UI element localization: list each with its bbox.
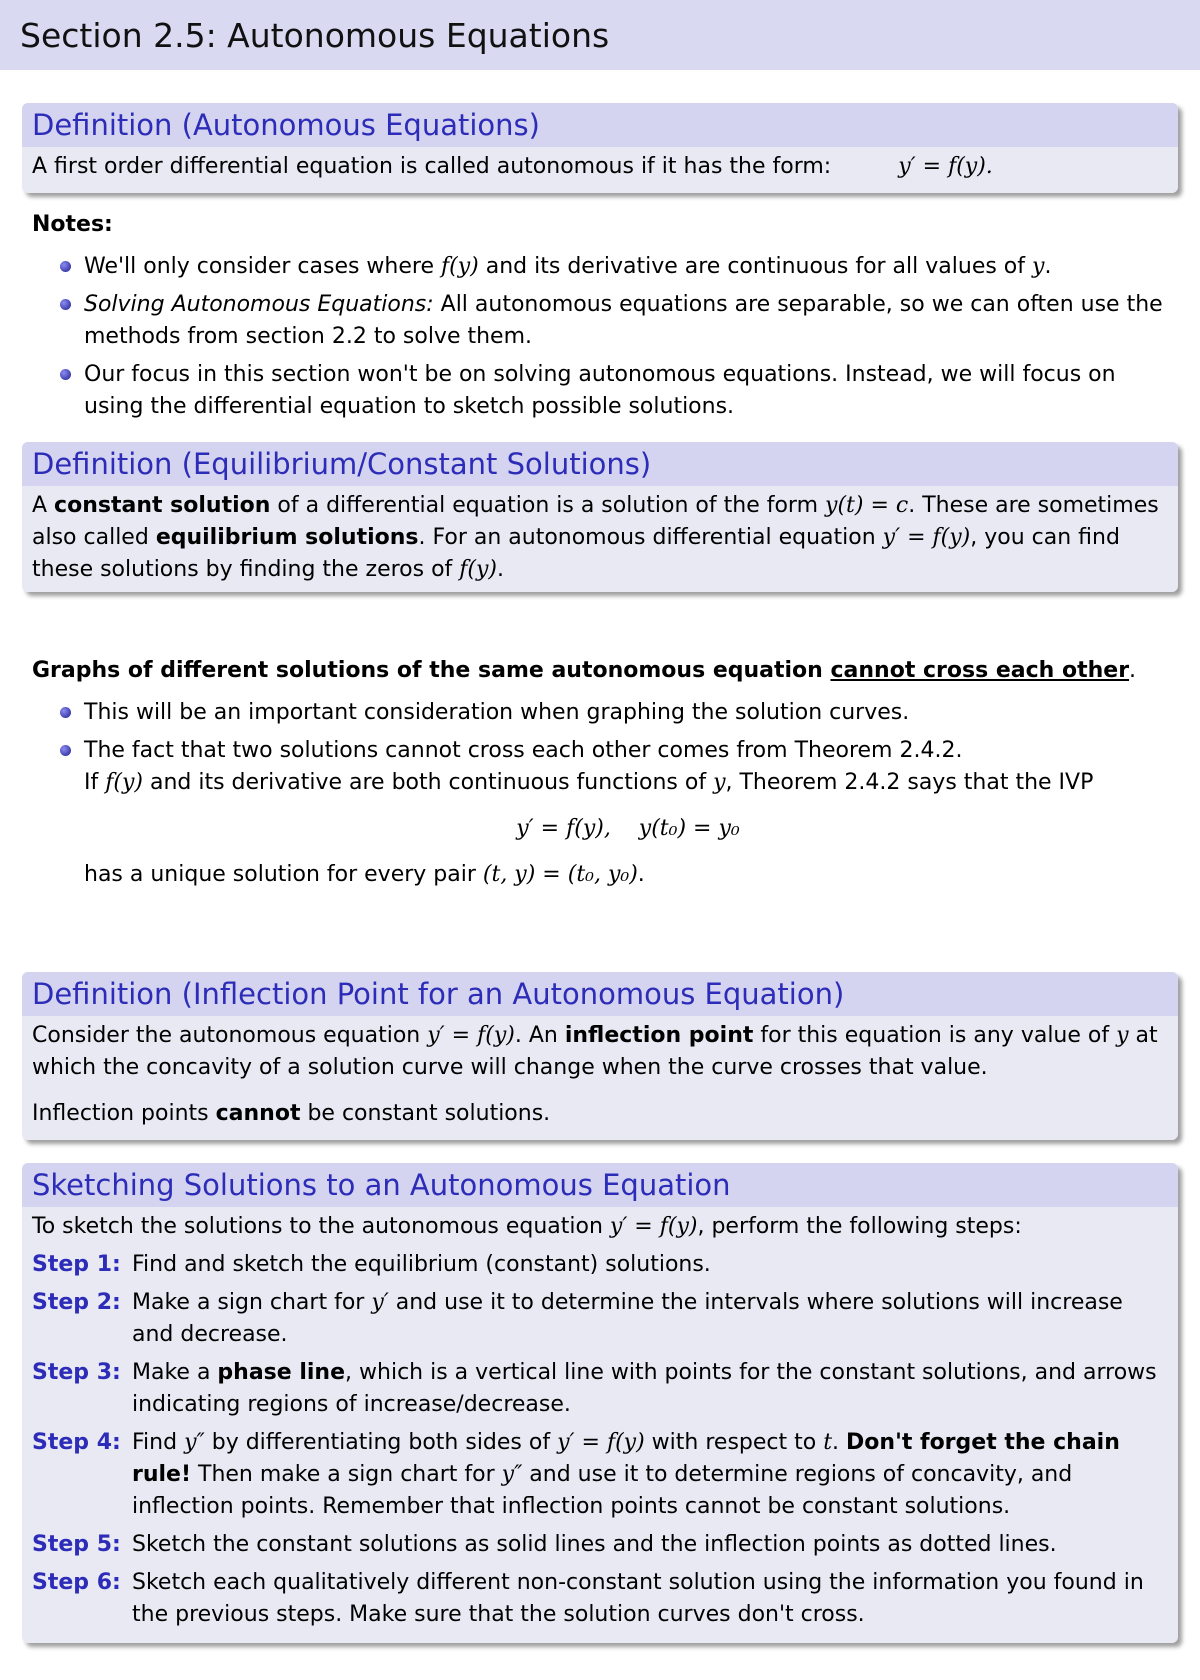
crossing-section [32,655,1172,897]
text: for this equation is any value of [753,1023,1117,1048]
text: Graphs of different solutions of the same autonomous equation [32,658,831,683]
sketching-title: Sketching Solutions to an Autonomous Equation [22,1163,1178,1207]
step-4-text [132,1427,1168,1523]
notes-item-3 [32,359,1172,423]
inflection-definition-text [32,1020,1168,1084]
math-inline: y [713,770,726,795]
math-inline: y′ = f(y) [427,1023,515,1048]
term-equilibrium-solutions: equilibrium solutions [155,525,419,550]
step-3-label: Step 3: [32,1360,121,1385]
text: Make a [132,1360,218,1385]
text: , you can find these solutions by finding the zeros of [32,525,1120,582]
notes-list [32,251,1172,423]
text: and use it to determine regions of concavity, and inflection points. Remember that inflection points cannot be constant solutions. [132,1462,1073,1519]
text: , Theorem 2.4.2 says that the IVP [725,770,1094,795]
definition-equilibrium-block [22,442,1178,592]
text: , perform the following steps: [697,1214,1022,1239]
unique-solution-line [84,859,1172,891]
text: and use it to determine the intervals where solutions will increase and decrease. [132,1290,1123,1347]
step-1-text: Find and sketch the equilibrium (constant) solutions. [132,1252,711,1277]
theorem-line [84,767,1172,799]
math-inline: y′ [371,1290,389,1315]
sketching-intro [32,1211,1168,1243]
crossing-statement [32,655,1172,687]
definition-autonomous-title: Definition (Autonomous Equations) [22,103,1178,147]
definition-inflection-body [22,1016,1178,1130]
definition-equilibrium-body [22,486,1178,586]
sketching-block [22,1163,1178,1643]
text: , which is a vertical line with points for the constant solutions, and arrows indicating regions of increase/decrease. [132,1360,1157,1417]
math-inline: f(y) [441,254,479,279]
inflection-note [32,1098,1168,1130]
term-constant-solution: constant solution [54,493,271,518]
text: . An [514,1023,565,1048]
text: If [84,770,106,795]
text: Make a sign chart for [132,1290,372,1315]
text: of a differential equation is a solution of the form [270,493,826,518]
math-inline: y [1116,1023,1129,1048]
step-5-label: Step 5: [32,1532,121,1557]
definition-inflection-title: Definition (Inflection Point for an Autonomous Equation) [22,972,1178,1016]
definition-autonomous-body [22,147,1178,183]
step-5 [32,1529,1168,1561]
text: . For an autonomous differential equation [418,525,883,550]
definition-equilibrium-title: Definition (Equilibrium/Constant Solutions) [22,442,1178,486]
math-inline: f(y) [459,557,498,582]
math-inline: y(t) = c [825,493,909,518]
text: with respect to [644,1430,824,1455]
notes-item-1 [32,251,1172,283]
sketching-body [22,1207,1178,1631]
step-3 [32,1357,1168,1421]
bullet-icon [60,299,71,310]
text: . [637,862,645,887]
step-1 [32,1249,1168,1281]
text: A [32,493,55,518]
text: has a unique solution for every pair [84,862,483,887]
math-inline: y″ [184,1430,205,1455]
section-title: Section 2.5: Autonomous Equations [0,0,1200,70]
step-6 [32,1567,1168,1631]
math-inline: f(y) [105,770,143,795]
step-6-label: Step 6: [32,1570,121,1595]
bullet-icon [60,707,71,718]
bullet-icon [60,369,71,380]
text: . [1129,658,1137,683]
step-5-text: Sketch the constant solutions as solid lines and the inflection points as dotted lines. [132,1532,1057,1557]
text: and its derivative are continuous for all values of [478,254,1033,279]
ivp-equation: y′ = f(y), y(t₀) = y₀ [516,816,740,841]
text: at which the concavity of a solution curve will change when the curve crosses that value. [32,1023,1158,1080]
definition-autonomous-text: A first order differential equation is called autonomous if it has the form: [32,154,832,179]
math-inline: y′ = f(y) [609,1214,698,1239]
crossing-item-2 [32,735,1172,891]
text: This will be an important consideration when graphing the solution curves. [84,700,910,725]
text: . [497,557,505,582]
text: All autonomous equations are separable, so we can often use the methods from section 2.2 to solve them. [84,292,1163,349]
emphasis-cannot: cannot [215,1101,301,1126]
text: . These are sometimes also called [32,493,1159,550]
math-inline: y′ = f(y) [557,1430,645,1455]
bullet-icon [60,261,71,272]
math-inline: y″ [501,1462,523,1487]
math-inline: y′ = f(y) [882,525,971,550]
definition-autonomous-block [22,103,1178,193]
text: by differentiating both sides of [204,1430,558,1455]
math-inline: t [823,1430,833,1455]
math-inline: (t, y) = (t₀, y₀) [482,862,638,887]
text: Consider the autonomous equation [32,1023,428,1048]
term-phase-line: phase line [217,1360,346,1385]
step-1-label: Step 1: [32,1252,121,1277]
step-2 [32,1287,1168,1351]
text: Find [132,1430,185,1455]
step-6-text: Sketch each qualitatively different non-constant solution using the information you found in the previous steps. Make sure that the solution curves don't cross. [132,1570,1144,1627]
text: We'll only consider cases where [84,254,441,279]
step-4-label: Step 4: [32,1430,121,1455]
step-3-text [132,1357,1168,1421]
term-inflection-point: inflection point [564,1023,754,1048]
text: To sketch the solutions to the autonomous equation [32,1214,610,1239]
italic-label: Solving Autonomous Equations: [84,292,434,317]
math-inline: y [1032,254,1045,279]
text: be constant solutions. [300,1101,551,1126]
notes-heading: Notes: [32,212,113,237]
step-2-label: Step 2: [32,1290,121,1315]
text: . [832,1430,847,1455]
text: . [1044,254,1052,279]
bullet-icon [60,745,71,756]
text: and its derivative are both continuous functions of [142,770,714,795]
crossing-list [32,697,1172,891]
crossing-item-1 [32,697,1172,729]
step-4 [32,1427,1168,1523]
text: The fact that two solutions cannot cross each other comes from Theorem 2.4.2. [84,738,963,763]
step-2-text [132,1287,1168,1351]
text: Inflection points [32,1101,216,1126]
emphasis-chain-rule: Don't forget the chain rule! [132,1430,1120,1487]
autonomous-formula: y′ = f(y). [898,154,993,179]
text: Our focus in this section won't be on solving autonomous equations. Instead, we will focus on using the differential equation to sketch possible solutions. [84,362,1116,419]
notes-item-2 [32,289,1172,353]
definition-inflection-block [22,972,1178,1140]
notes-section [32,209,1172,429]
emphasis-underline: cannot cross each other [830,658,1130,683]
text: Then make a sign chart for [191,1462,502,1487]
